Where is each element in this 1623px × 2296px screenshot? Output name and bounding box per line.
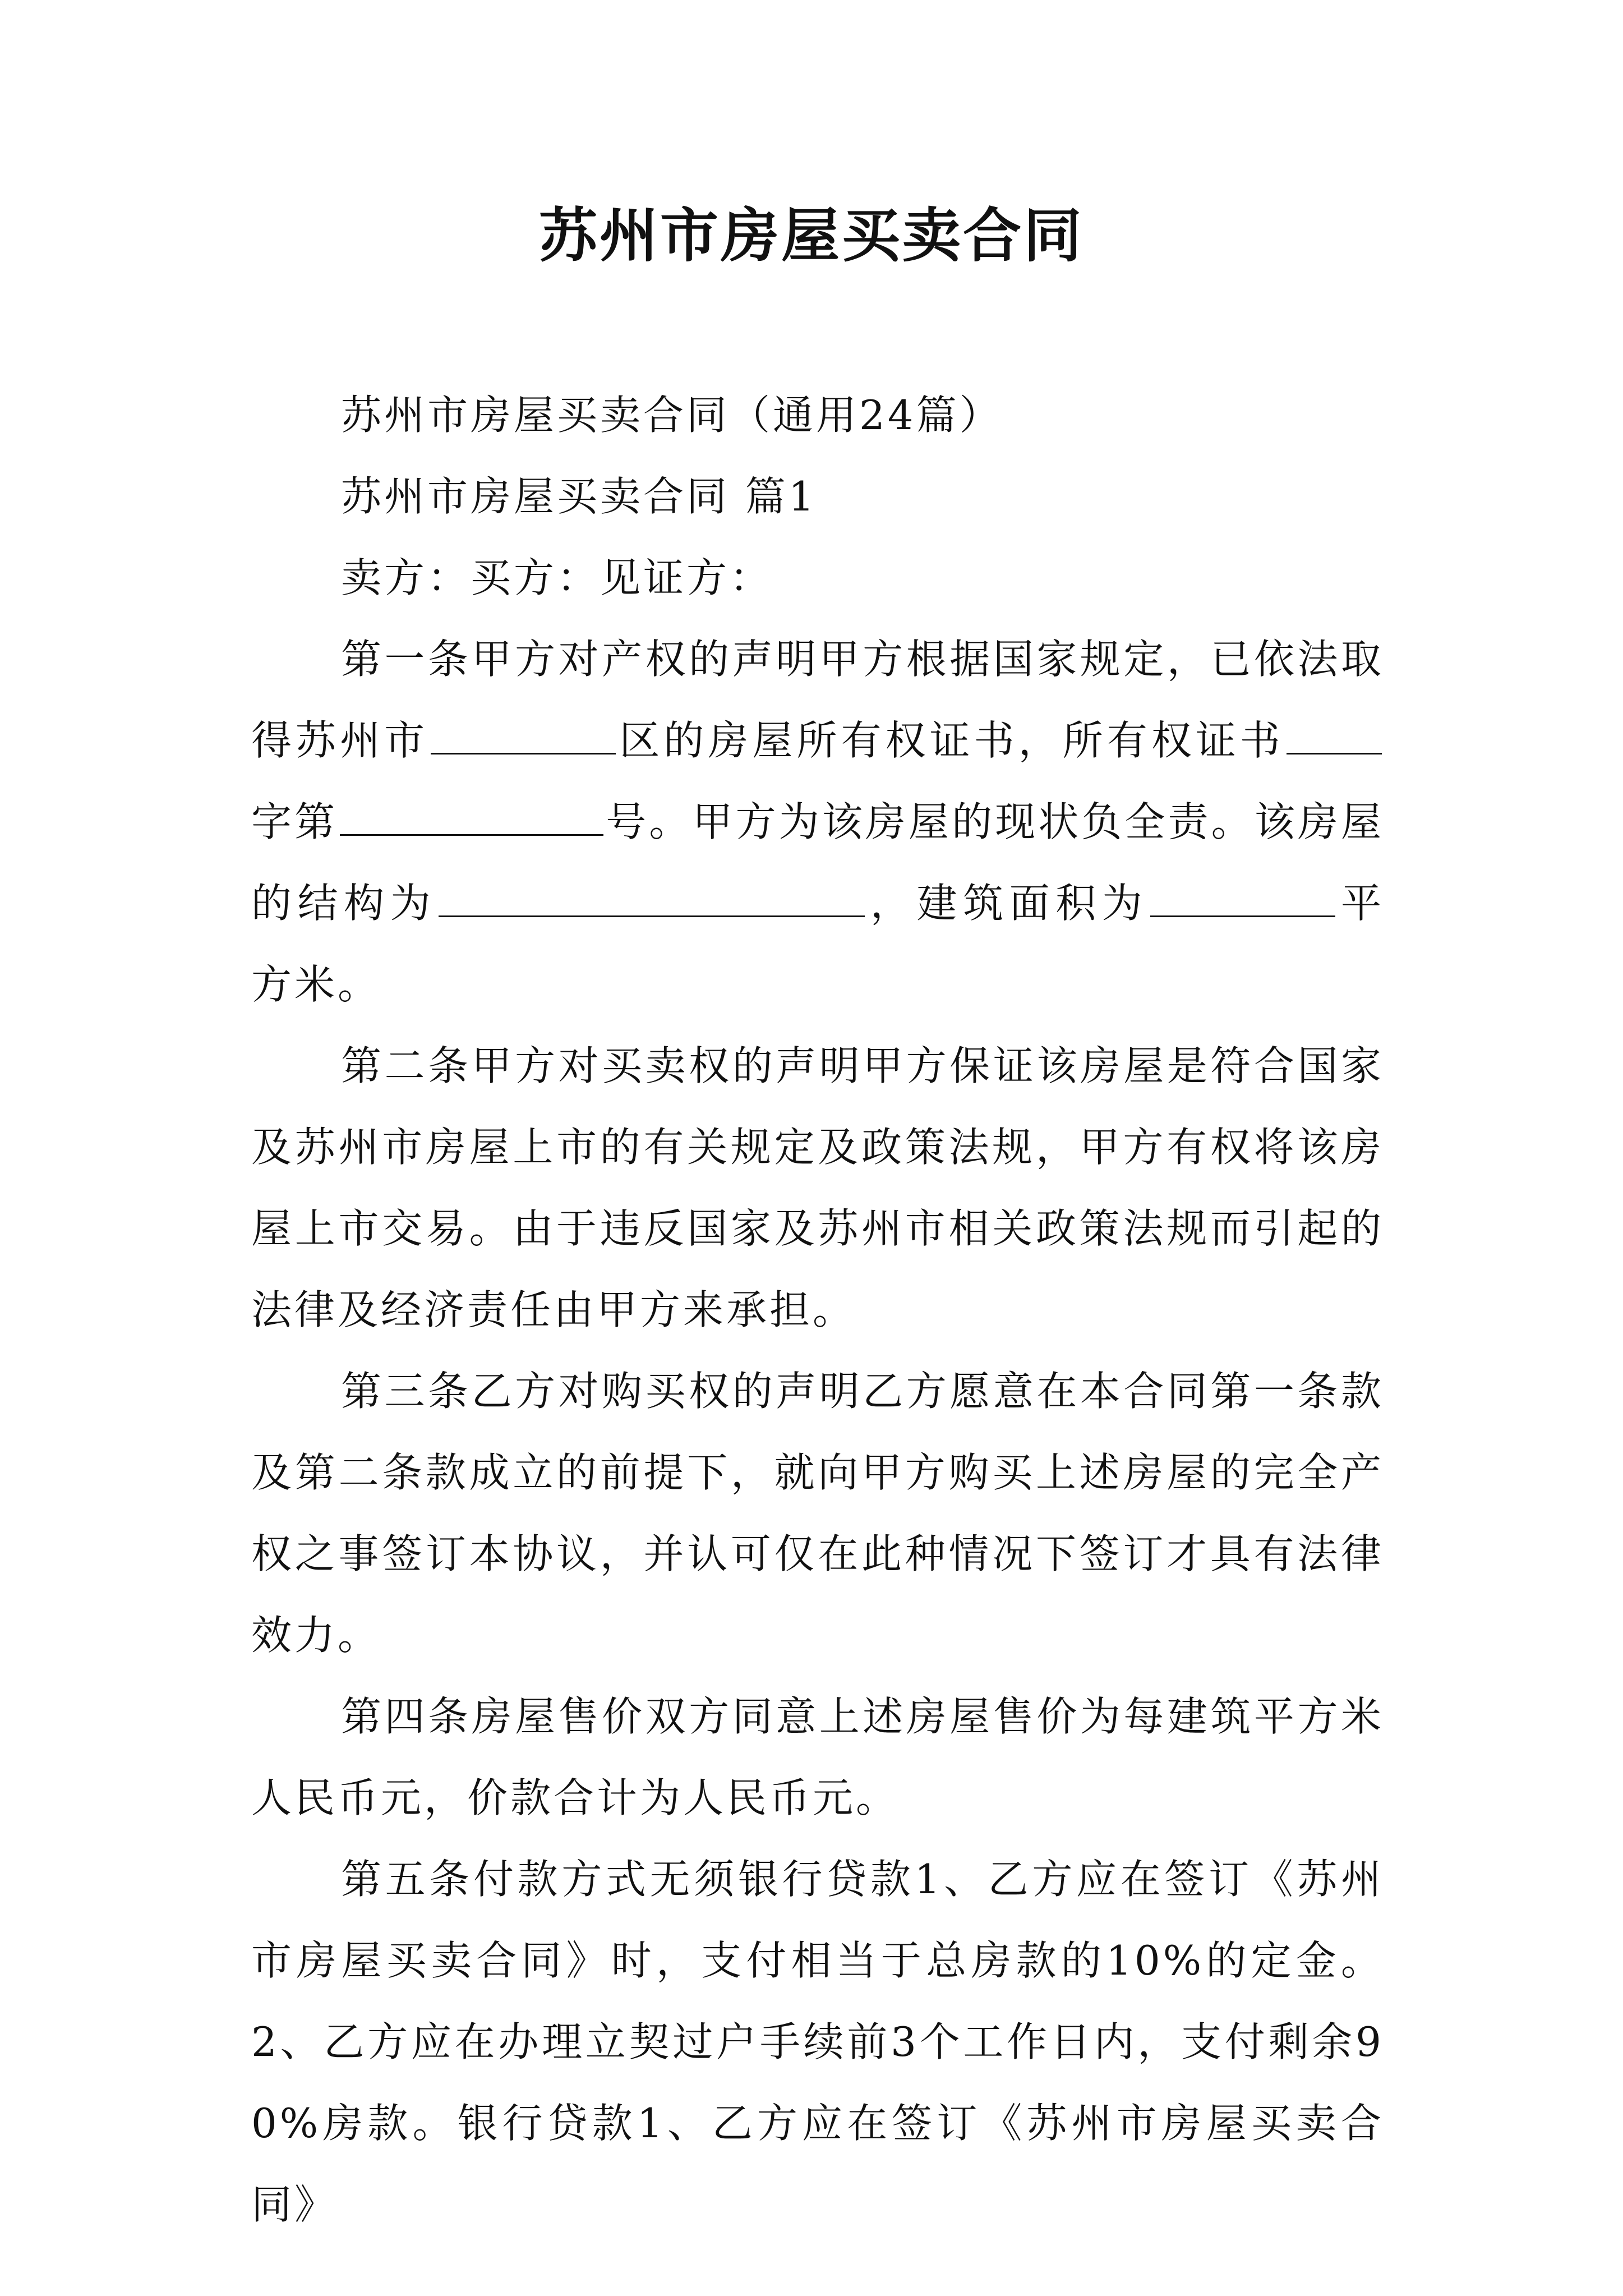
article-1-text-5: ，建筑面积为 (867, 880, 1149, 927)
article-2: 第二条甲方对买卖权的声明甲方保证该房屋是符合国家及苏州市房屋上市的有关规定及政策法规，甲方有权将该房屋上市交易。由于违反国家及苏州市相关政策法规而引起的法律及经济责任由甲方来承担。 (251, 1042, 1384, 1333)
section-heading: 苏州市房屋买卖合同 篇1 (341, 473, 817, 520)
article-5: 第五条付款方式无须银行贷款1、乙方应在签订《苏州市房屋买卖合同》时，支付相当于总房款的10%的定金。2、乙方应在办理立契过户手续前3个工作日内，支付剩余90%房款。银行贷款1、乙方应在签订《苏州市房屋买卖合同》 (251, 1856, 1384, 2228)
article-3: 第三条乙方对购买权的声明乙方愿意在本合同第一条款及第二条款成立的前提下，就向甲方购买上述房屋的完全产权之事签订本协议，并认可仅在此种情况下签订才具有法律效力。 (251, 1368, 1384, 1659)
article-1 (251, 619, 1384, 1025)
article-1-text-4: 号。甲方为该房屋的现状负全责。该房屋的结构为 (251, 798, 1384, 927)
article-1-text-6: 平方米。 (251, 880, 1384, 1008)
blank-district (431, 714, 616, 754)
article-4: 第四条房屋售价双方同意上述房屋售价为每建筑平方米人民币元，价款合计为人民币元。 (251, 1693, 1384, 1821)
document-subtitle: 苏州市房屋买卖合同（通用24篇） (341, 392, 1003, 439)
parties-line: 卖方：买方：见证方： (341, 554, 773, 601)
document-title: 苏州市房屋买卖合同 (538, 201, 1084, 270)
blank-certificate-number (340, 795, 603, 836)
blank-structure (439, 876, 865, 917)
article-1-text-1: 第一条甲方对产权的声明甲方根据国家规定，已依法取得苏州市 (251, 636, 1384, 764)
blank-certificate-prefix (1287, 714, 1382, 754)
document-body (251, 375, 1384, 2246)
article-1-text-2: 区的房屋所有权证书，所有权证书 (618, 717, 1284, 764)
blank-area (1150, 876, 1335, 917)
article-1-text-3: 字第 (251, 798, 338, 845)
